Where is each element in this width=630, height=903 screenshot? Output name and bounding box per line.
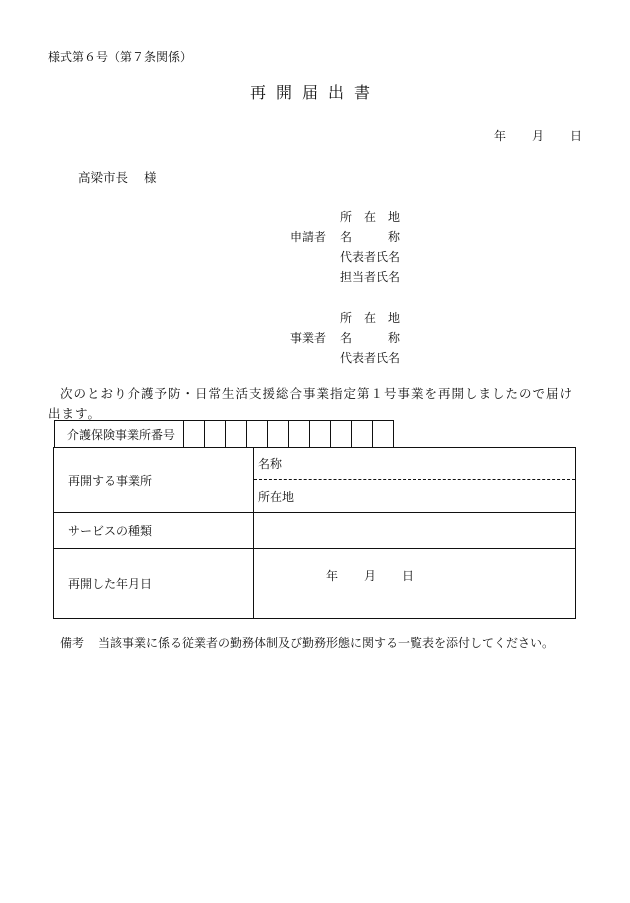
operator-field-address: 所 在 地 [340,310,401,325]
office-number-cell[interactable] [246,421,267,448]
addressee-name: 高梁市長 [78,170,129,185]
date-year: 年 [493,129,506,143]
office-number-cell[interactable] [372,421,393,448]
note [60,634,554,651]
note-head: 備考 [60,636,85,650]
submission-date [494,127,582,144]
office-name-field[interactable] [254,448,575,480]
applicant-field-address: 所 在 地 [340,209,401,224]
date-day: 日 [569,129,582,143]
office-number-cell[interactable] [267,421,288,448]
applicant-field-representative: 代表者氏名 [340,249,401,264]
operator-role: 事業者 [290,330,327,345]
addressee [78,168,157,186]
note-text: 当該事業に係る従業者の勤務体制及び勤務形態に関する一覧表を添付してください。 [98,636,555,650]
applicant-field-name: 名 称 [340,229,401,244]
applicant-role: 申請者 [290,229,327,244]
reopen-office-cell [254,448,576,513]
reopen-date-field[interactable] [254,549,576,619]
office-number-row [54,420,394,448]
office-number-cell[interactable] [204,421,225,448]
body-text: 次のとおり介護予防・日常生活支援総合事業指定第１号事業を再開しましたので届け出ます。 [48,386,574,421]
office-number-cell[interactable] [183,421,204,448]
date-month: 月 [531,129,544,143]
form-number: 様式第６号（第７条関係） [48,50,193,64]
operator-block [290,307,402,367]
office-address-field[interactable] [254,480,575,512]
reopen-date-day: 日 [402,569,415,583]
office-name-label: 名称 [258,457,283,471]
service-type-field[interactable] [254,513,576,549]
office-number-cell[interactable] [309,421,330,448]
addressee-honorific: 様 [144,170,157,185]
applicant-field-contact: 担当者氏名 [340,269,401,284]
reopen-date-month: 月 [364,569,377,583]
reopen-date-year: 年 [326,569,339,583]
office-number-cell[interactable] [288,421,309,448]
office-number-cell[interactable] [330,421,351,448]
office-number-cell[interactable] [225,421,246,448]
applicant-block [290,206,402,286]
reopen-office-label: 再開する事業所 [54,448,254,513]
reopen-details-table [53,447,576,619]
office-address-label: 所在地 [258,489,295,504]
office-number-cell[interactable] [351,421,372,448]
office-number-label: 介護保険事業所番号 [67,428,176,442]
operator-field-representative: 代表者氏名 [340,350,401,365]
page-title: 再開届出書 [249,83,380,102]
operator-field-name: 名 称 [340,330,401,345]
reopen-date-label: 再開した年月日 [54,549,254,619]
service-type-label: サービスの種類 [54,513,254,549]
